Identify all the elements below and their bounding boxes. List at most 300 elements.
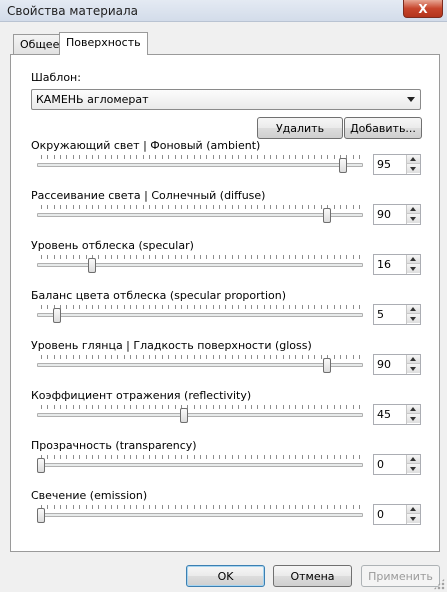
slider-tick <box>92 305 93 309</box>
slider-tick <box>245 255 246 259</box>
slider-tick <box>232 255 233 259</box>
slider-tick <box>111 155 112 159</box>
slider-tick <box>136 455 137 459</box>
chevron-down-icon <box>407 97 415 102</box>
slider-tick <box>359 405 360 409</box>
slider-tick <box>289 155 290 159</box>
slider-tick <box>238 405 239 409</box>
slider-tick <box>340 205 341 209</box>
slider-tick <box>175 155 176 159</box>
slider-track[interactable] <box>37 163 363 167</box>
slider-tick <box>66 405 67 409</box>
slider-tick <box>168 155 169 159</box>
slider-tick <box>206 205 207 209</box>
slider-tick <box>54 155 55 159</box>
slider-tick <box>340 505 341 509</box>
slider-tick <box>238 205 239 209</box>
slider-tick <box>187 255 188 259</box>
arrow-up-icon[interactable] <box>407 305 420 314</box>
spinbox-buttons <box>406 405 420 424</box>
slider-tick <box>155 505 156 509</box>
slider-tick <box>353 405 354 409</box>
slider-tick <box>257 405 258 409</box>
slider-thumb[interactable] <box>339 158 347 173</box>
slider-tick <box>302 455 303 459</box>
slider-tick <box>194 455 195 459</box>
template-label: Шаблон: <box>31 71 81 84</box>
slider-tick <box>334 155 335 159</box>
slider-tick <box>73 405 74 409</box>
slider-tick <box>124 355 125 359</box>
slider-tick <box>66 255 67 259</box>
slider-tick <box>175 205 176 209</box>
slider-tick <box>73 455 74 459</box>
slider-tick <box>270 355 271 359</box>
slider-tick <box>327 305 328 309</box>
slider-tick <box>143 355 144 359</box>
slider-tick <box>60 255 61 259</box>
slider-tick <box>130 455 131 459</box>
slider-tick <box>98 205 99 209</box>
slider-tick <box>308 305 309 309</box>
value-spinbox[interactable] <box>373 154 421 175</box>
slider-tick <box>219 205 220 209</box>
slider-tick <box>245 405 246 409</box>
slider-tick <box>359 505 360 509</box>
slider-tick <box>238 255 239 259</box>
cancel-button[interactable] <box>273 565 352 587</box>
slider-tick <box>92 455 93 459</box>
ok-button[interactable] <box>186 565 265 587</box>
slider-tick <box>105 255 106 259</box>
slider-tick <box>92 405 93 409</box>
slider-tick <box>308 505 309 509</box>
arrow-down-icon[interactable] <box>407 514 420 523</box>
slider-tick <box>181 205 182 209</box>
slider-tick <box>130 205 131 209</box>
slider-tick <box>225 405 226 409</box>
slider-label: Окружающий свет | Фоновый (ambient) <box>31 139 261 152</box>
slider-thumb[interactable] <box>88 258 96 273</box>
close-button[interactable] <box>403 0 443 18</box>
slider-tick <box>124 205 125 209</box>
arrow-up-icon[interactable] <box>407 505 420 514</box>
slider-tick <box>162 155 163 159</box>
slider-tick <box>54 355 55 359</box>
slider-thumb[interactable] <box>37 458 45 473</box>
slider-track[interactable] <box>37 313 363 317</box>
slider-tick <box>143 305 144 309</box>
slider-tick <box>200 355 201 359</box>
spinbox-buttons <box>406 505 420 524</box>
slider-tick <box>66 305 67 309</box>
slider-tick <box>155 255 156 259</box>
slider-tick <box>238 505 239 509</box>
slider-tick <box>346 305 347 309</box>
slider-tick <box>340 405 341 409</box>
slider-label: Уровень глянца | Гладкость поверхности (gloss) <box>31 339 312 352</box>
slider-thumb[interactable] <box>323 208 331 223</box>
slider-tick <box>143 205 144 209</box>
spinbox-value: 90 <box>377 358 391 371</box>
slider-tick <box>270 205 271 209</box>
slider-tick <box>295 155 296 159</box>
slider-tick <box>295 305 296 309</box>
arrow-down-icon[interactable] <box>407 464 420 473</box>
slider-tick <box>105 205 106 209</box>
slider-tick <box>92 155 93 159</box>
slider-track[interactable] <box>37 213 363 217</box>
slider-tick <box>334 255 335 259</box>
slider-tick <box>130 305 131 309</box>
slider-tick <box>168 405 169 409</box>
slider-tick <box>117 205 118 209</box>
slider-tick <box>289 205 290 209</box>
slider-tick <box>136 255 137 259</box>
slider-tick <box>289 505 290 509</box>
slider-tick <box>124 405 125 409</box>
slider-tick <box>155 405 156 409</box>
spinbox-value: 45 <box>377 408 391 421</box>
slider-track[interactable] <box>37 363 363 367</box>
slider-tick <box>270 305 271 309</box>
slider-tick <box>314 505 315 509</box>
slider-tick <box>353 355 354 359</box>
slider-tick <box>295 205 296 209</box>
slider-tick <box>79 155 80 159</box>
slider-tick <box>41 255 42 259</box>
arrow-down-icon[interactable] <box>407 164 420 173</box>
arrow-up-icon[interactable] <box>407 255 420 264</box>
slider-tick <box>168 305 169 309</box>
slider-tick <box>359 155 360 159</box>
slider-tick <box>251 455 252 459</box>
slider-tick <box>321 505 322 509</box>
template-dropdown[interactable] <box>31 89 421 110</box>
spinbox-value: 16 <box>377 258 391 271</box>
slider-tick <box>245 505 246 509</box>
slider-tick <box>155 355 156 359</box>
arrow-down-icon[interactable] <box>407 314 420 323</box>
slider-tick <box>60 405 61 409</box>
slider-tick <box>130 155 131 159</box>
slider-tick <box>353 455 354 459</box>
cancel-label: Отмена <box>290 569 335 583</box>
slider-tick <box>283 305 284 309</box>
slider-tick <box>346 455 347 459</box>
slider-tick <box>136 405 137 409</box>
slider-tick <box>149 355 150 359</box>
slider-tick <box>295 255 296 259</box>
slider-tick <box>321 205 322 209</box>
slider-tick <box>60 455 61 459</box>
slider-tick <box>308 205 309 209</box>
template-selected-value: КАМЕНЬ агломерат <box>36 93 149 106</box>
slider-tick <box>98 355 99 359</box>
slider-tick <box>41 305 42 309</box>
slider-tick <box>41 205 42 209</box>
slider-tick <box>168 505 169 509</box>
apply-label: Применить <box>368 569 433 583</box>
slider-tick <box>194 255 195 259</box>
slider-tick <box>213 455 214 459</box>
slider-tick <box>289 255 290 259</box>
slider-tick <box>359 455 360 459</box>
slider-tick <box>219 305 220 309</box>
slider-tick <box>47 155 48 159</box>
slider-tick <box>213 405 214 409</box>
slider-tick <box>270 405 271 409</box>
slider-tick <box>175 405 176 409</box>
slider-tick <box>200 255 201 259</box>
slider-tick <box>245 155 246 159</box>
slider-tick <box>283 255 284 259</box>
slider-tick <box>66 155 67 159</box>
slider-tick <box>105 405 106 409</box>
slider-tick <box>73 205 74 209</box>
slider-tick <box>308 405 309 409</box>
slider-tick <box>66 505 67 509</box>
slider-tick <box>257 205 258 209</box>
slider-tick <box>155 205 156 209</box>
delete-template-label: Удалить <box>275 121 325 135</box>
slider-tick <box>136 505 137 509</box>
spinbox-buttons <box>406 255 420 274</box>
slider-tick <box>168 455 169 459</box>
slider-tick <box>232 155 233 159</box>
slider-tick <box>213 255 214 259</box>
slider-tick <box>257 505 258 509</box>
slider-tick <box>155 305 156 309</box>
slider-tick <box>334 355 335 359</box>
slider-tick <box>295 455 296 459</box>
value-spinbox[interactable] <box>373 254 421 275</box>
slider-tick <box>162 205 163 209</box>
slider-tick <box>149 305 150 309</box>
slider-tick <box>79 305 80 309</box>
slider-tick <box>219 505 220 509</box>
delete-template-button[interactable] <box>257 117 343 139</box>
close-icon: X <box>418 1 428 16</box>
slider-tick <box>194 155 195 159</box>
slider-tick <box>295 355 296 359</box>
value-spinbox[interactable] <box>373 304 421 325</box>
ok-label: OK <box>217 569 234 583</box>
arrow-down-icon[interactable] <box>407 414 420 423</box>
arrow-down-icon[interactable] <box>407 264 420 273</box>
slider-tick <box>289 455 290 459</box>
slider-tick <box>187 155 188 159</box>
spinbox-value: 95 <box>377 158 391 171</box>
slider-tick <box>187 355 188 359</box>
arrow-down-icon[interactable] <box>407 364 420 373</box>
slider-tick <box>117 355 118 359</box>
value-spinbox[interactable] <box>373 404 421 425</box>
value-spinbox[interactable] <box>373 504 421 525</box>
slider-tick <box>283 355 284 359</box>
slider-track[interactable] <box>37 413 363 417</box>
slider-tick <box>276 405 277 409</box>
slider-tick <box>79 355 80 359</box>
slider-tick <box>200 305 201 309</box>
slider-tick <box>181 255 182 259</box>
value-spinbox[interactable] <box>373 454 421 475</box>
spinbox-buttons <box>406 305 420 324</box>
slider-tick <box>257 305 258 309</box>
slider-tick <box>181 155 182 159</box>
slider-tick <box>346 255 347 259</box>
slider-tick <box>264 405 265 409</box>
slider-tick <box>54 205 55 209</box>
slider-tick <box>321 255 322 259</box>
tab-surface-label: Поверхность <box>66 36 141 49</box>
slider-tick <box>232 305 233 309</box>
tab-surface[interactable] <box>59 32 148 55</box>
slider-tick <box>251 305 252 309</box>
slider-thumb[interactable] <box>323 358 331 373</box>
slider-tick <box>251 505 252 509</box>
slider-tick <box>181 355 182 359</box>
slider-thumb[interactable] <box>180 408 188 423</box>
slider-tick <box>149 505 150 509</box>
slider-tick <box>79 205 80 209</box>
value-spinbox[interactable] <box>373 354 421 375</box>
slider-tick <box>194 205 195 209</box>
slider-tick <box>105 355 106 359</box>
slider-tick <box>213 205 214 209</box>
slider-tick <box>47 305 48 309</box>
slider-tick <box>257 355 258 359</box>
slider-tick <box>162 255 163 259</box>
slider-tick <box>124 155 125 159</box>
slider-tick <box>264 505 265 509</box>
slider-tick <box>238 455 239 459</box>
slider-tick <box>162 455 163 459</box>
arrow-up-icon[interactable] <box>407 455 420 464</box>
slider-tick <box>353 255 354 259</box>
slider-tick <box>232 355 233 359</box>
slider-tick <box>105 305 106 309</box>
slider-tick <box>111 205 112 209</box>
slider-tick <box>200 405 201 409</box>
slider-tick <box>206 405 207 409</box>
slider-tick <box>149 255 150 259</box>
slider-tick <box>219 455 220 459</box>
slider-tick <box>353 305 354 309</box>
slider-tick <box>308 255 309 259</box>
slider-tick <box>276 255 277 259</box>
slider-tick <box>149 405 150 409</box>
arrow-up-icon[interactable] <box>407 205 420 214</box>
slider-tick <box>105 505 106 509</box>
slider-tick <box>334 405 335 409</box>
slider-tick <box>130 255 131 259</box>
slider-tick <box>86 155 87 159</box>
slider-track[interactable] <box>37 263 363 267</box>
slider-tick <box>238 305 239 309</box>
spinbox-buttons <box>406 205 420 224</box>
slider-tick <box>117 405 118 409</box>
slider-tick <box>314 205 315 209</box>
slider-tick <box>117 455 118 459</box>
slider-tick <box>232 455 233 459</box>
add-template-button[interactable] <box>344 117 422 139</box>
slider-tick <box>264 255 265 259</box>
slider-tick <box>136 155 137 159</box>
slider-tick <box>149 455 150 459</box>
slider-tick <box>41 405 42 409</box>
slider-tick <box>155 455 156 459</box>
slider-tick <box>187 305 188 309</box>
slider-tick <box>340 455 341 459</box>
arrow-up-icon[interactable] <box>407 155 420 164</box>
arrow-up-icon[interactable] <box>407 355 420 364</box>
slider-tick <box>162 505 163 509</box>
slider-tick <box>98 305 99 309</box>
slider-tick <box>168 205 169 209</box>
slider-tick <box>181 505 182 509</box>
slider-label: Коэффициент отражения (reflectivity) <box>31 389 252 402</box>
slider-tick <box>54 505 55 509</box>
arrow-down-icon[interactable] <box>407 214 420 223</box>
slider-tick <box>73 155 74 159</box>
slider-tick <box>54 255 55 259</box>
slider-tick <box>168 255 169 259</box>
slider-tick <box>302 305 303 309</box>
slider-tick <box>168 355 169 359</box>
slider-tick <box>340 255 341 259</box>
slider-tick <box>314 305 315 309</box>
slider-tick <box>98 455 99 459</box>
slider-tick <box>257 455 258 459</box>
slider-track[interactable] <box>37 463 363 467</box>
slider-tick <box>200 155 201 159</box>
slider-tick <box>251 255 252 259</box>
slider-tick <box>270 455 271 459</box>
slider-tick <box>162 305 163 309</box>
slider-tick <box>73 255 74 259</box>
slider-tick <box>264 455 265 459</box>
slider-track[interactable] <box>37 513 363 517</box>
slider-tick <box>60 205 61 209</box>
slider-tick <box>60 355 61 359</box>
slider-tick <box>60 505 61 509</box>
slider-tick <box>111 405 112 409</box>
slider-tick <box>111 355 112 359</box>
slider-tick <box>73 505 74 509</box>
slider-tick <box>175 505 176 509</box>
spinbox-value: 90 <box>377 208 391 221</box>
slider-tick <box>334 505 335 509</box>
slider-tick <box>86 405 87 409</box>
slider-tick <box>79 255 80 259</box>
arrow-up-icon[interactable] <box>407 405 420 414</box>
slider-tick <box>353 155 354 159</box>
slider-tick <box>302 155 303 159</box>
slider-tick <box>232 505 233 509</box>
slider-thumb[interactable] <box>37 508 45 523</box>
slider-tick <box>340 355 341 359</box>
slider-tick <box>194 305 195 309</box>
slider-tick <box>175 255 176 259</box>
slider-thumb[interactable] <box>53 308 61 323</box>
slider-tick <box>257 255 258 259</box>
slider-tick <box>321 405 322 409</box>
apply-button[interactable] <box>361 565 440 587</box>
slider-tick <box>289 405 290 409</box>
value-spinbox[interactable] <box>373 204 421 225</box>
slider-tick <box>98 155 99 159</box>
